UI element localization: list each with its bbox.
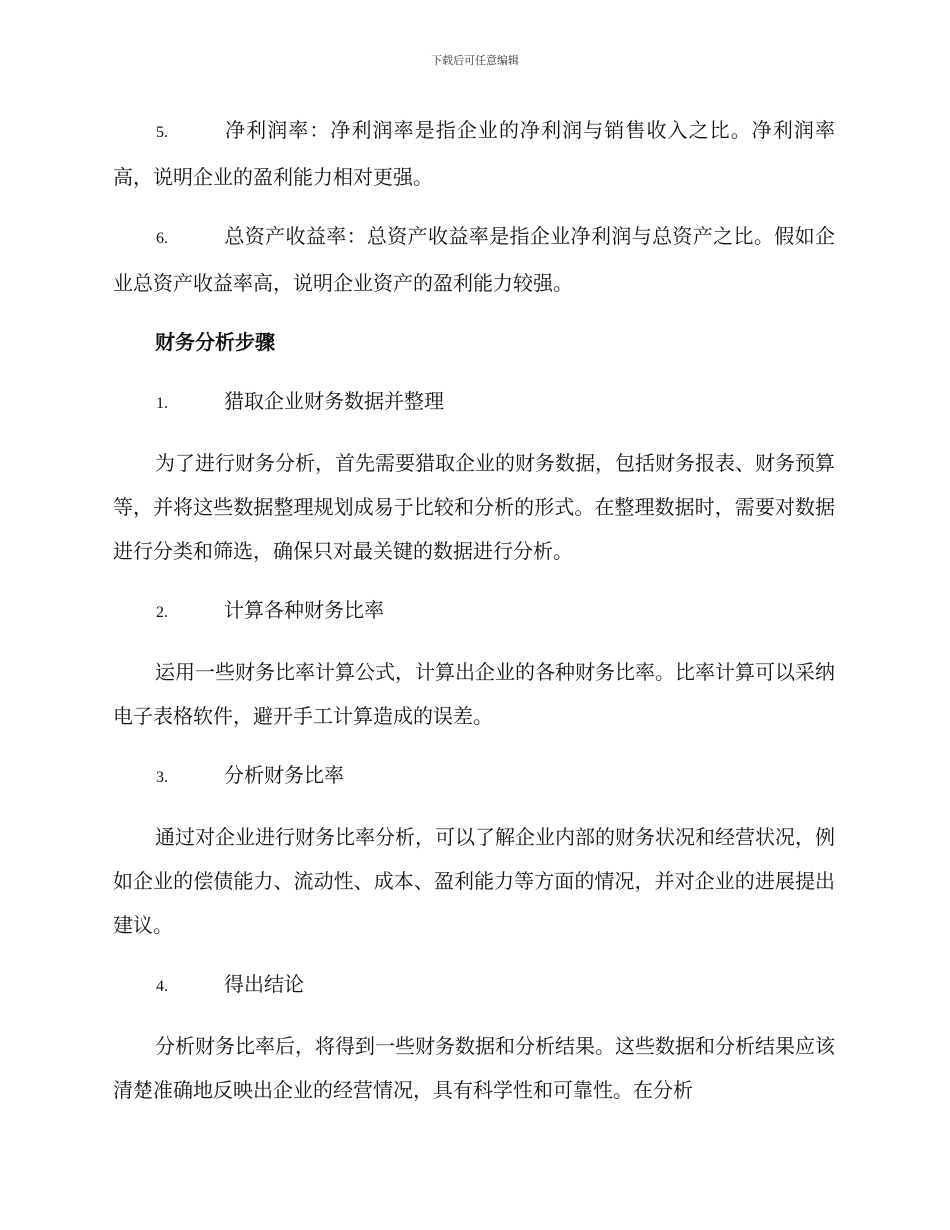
step-heading-4: [113, 962, 835, 1009]
step-body-1: 为了进行财务分析，首先需要猎取企业的财务数据，包括财务报表、财务预算等，并将这些数据整理规划成易于比较和分析的形式。在整理数据时，需要对数据进行分类和筛选，确保只对最关键的数据进行分析。: [113, 451, 835, 563]
step-number: 3.: [156, 769, 168, 786]
list-item-text: 净利润率：净利润率是指企业的净利润与销售收入之比。净利润率高，说明企业的盈利能力相对更强。: [113, 118, 835, 189]
step-title: 分析财务比率: [224, 763, 344, 787]
document-body: [113, 108, 835, 1112]
list-item-net-profit-margin: [113, 108, 835, 199]
list-item-number: 5.: [156, 124, 168, 141]
step-title: 得出结论: [224, 972, 304, 996]
step-body-3: 通过对企业进行财务比率分析，可以了解企业内部的财务状况和经营状况，例如企业的偿债能力、流动性、成本、盈利能力等方面的情况，并对企业的进展提出建议。: [113, 825, 835, 937]
step-heading-3: [113, 753, 835, 800]
step-number: 2.: [156, 604, 168, 621]
step-heading-1: [113, 379, 835, 426]
section-heading: 财务分析步骤: [155, 330, 275, 354]
list-item-text: 总资产收益率：总资产收益率是指企业净利润与总资产之比。假如企业总资产收益率高，说明企业资产的盈利能力较强。: [113, 224, 835, 295]
list-item-number: 6.: [156, 230, 168, 247]
step-number: 1.: [156, 395, 168, 412]
step-title: 计算各种财务比率: [224, 598, 384, 622]
step-body-4: 分析财务比率后，将得到一些财务数据和分析结果。这些数据和分析结果应该清楚准确地反映出企业的经营情况，具有科学性和可靠性。在分析: [113, 1034, 835, 1102]
step-number: 4.: [156, 978, 168, 995]
page-header: 下载后可任意编辑: [431, 54, 519, 67]
step-title: 猎取企业财务数据并整理: [224, 389, 444, 413]
step-body-2: 运用一些财务比率计算公式，计算出企业的各种财务比率。比率计算可以采纳电子表格软件，避开手工计算造成的误差。: [113, 660, 835, 728]
step-heading-2: [113, 588, 835, 635]
list-item-return-on-assets: [113, 214, 835, 305]
